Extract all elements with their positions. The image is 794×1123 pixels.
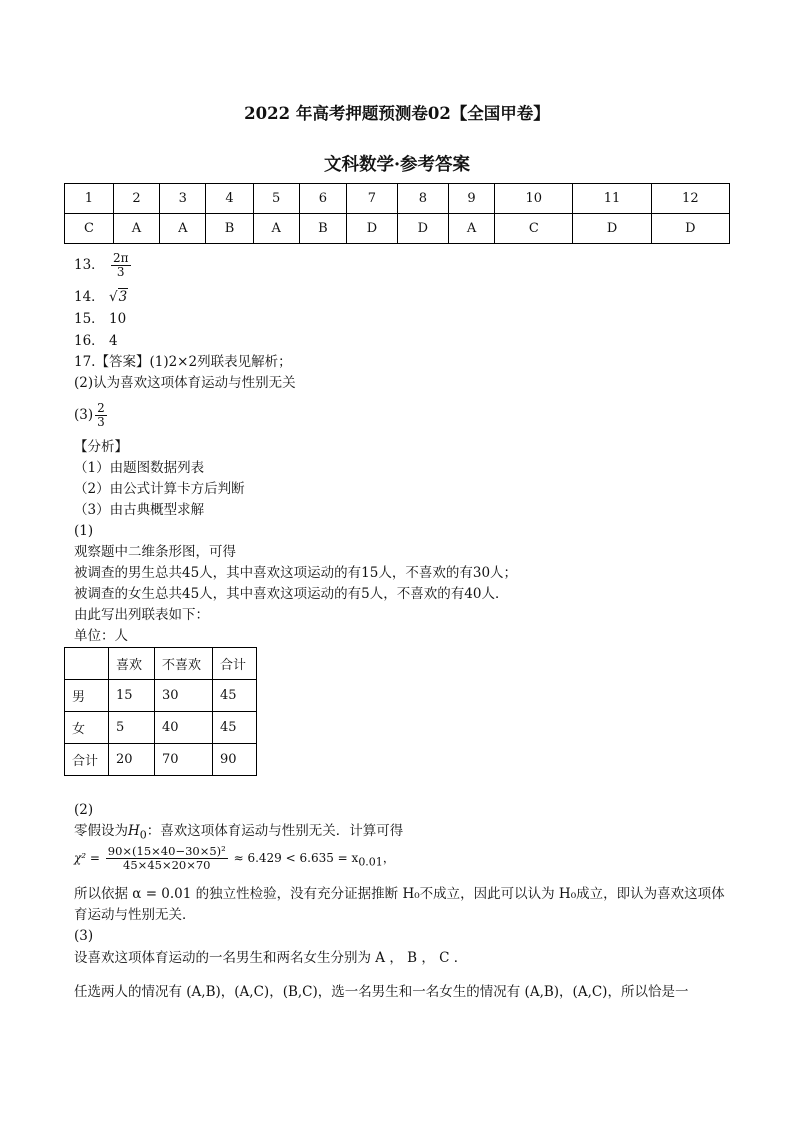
q17-answer-line: 17.【答案】(1)2×2列联表见解析； <box>74 354 292 370</box>
table-cell: 45 <box>213 680 257 712</box>
part1-text: 观察题中二维条形图，可得 <box>74 544 236 560</box>
choice-answer: B <box>206 214 253 244</box>
h0-subscript: 0 <box>139 828 147 842</box>
table-cell: 70 <box>155 744 213 776</box>
answer-15-value: 10 <box>108 311 127 327</box>
part1-label: (1) <box>74 523 94 539</box>
part3-text: 设喜欢这项体育运动的一名男生和两名女生分别为 A ， B ， C ． <box>74 950 468 966</box>
answer-14 <box>74 288 128 306</box>
chi-denominator: 45×45×20×70 <box>123 858 211 872</box>
question-number: 6 <box>299 184 346 214</box>
question-number: 4 <box>206 184 253 214</box>
part2-conclusion: 所以依据 α = 0.01 的独立性检验，没有充分证据推断 H₀不成立，因此可以认为 H₀成立，即认为喜欢这项体 <box>74 886 725 902</box>
part1-unit: 单位：人 <box>74 628 128 644</box>
chi-square-formula <box>74 845 395 872</box>
q17-answer-3-prefix: (3) <box>74 407 94 423</box>
choice-answer: D <box>651 214 729 244</box>
chi-rhs-subscript: 0.01 <box>358 855 383 869</box>
table-header-cell: 不喜欢 <box>155 648 213 680</box>
question-number: 5 <box>253 184 299 214</box>
answer-16-label: 16． <box>74 333 105 349</box>
table-header-cell: 喜欢 <box>109 648 155 680</box>
part2-intro-b: ：喜欢这项体育运动与性别无关．计算可得 <box>146 823 404 839</box>
part2-intro-a: 零假设为 <box>74 823 128 839</box>
answer-table-answer-row <box>65 214 730 244</box>
choice-answer: C <box>65 214 114 244</box>
analysis-item: （3）由古典概型求解 <box>74 502 205 518</box>
table-cell: 30 <box>155 680 213 712</box>
table-cell: 合计 <box>65 744 109 776</box>
answer-13-numerator: 2π <box>112 251 129 265</box>
choice-answer: A <box>448 214 494 244</box>
question-number: 2 <box>113 184 159 214</box>
part3-label: (3) <box>74 928 94 944</box>
table-row <box>65 712 257 744</box>
question-number: 12 <box>651 184 729 214</box>
question-number: 3 <box>160 184 206 214</box>
table-cell: 45 <box>213 712 257 744</box>
answer-15-label: 15． <box>74 311 105 327</box>
choice-answer: D <box>346 214 397 244</box>
choice-answer: A <box>253 214 299 244</box>
table-cell: 女 <box>65 712 109 744</box>
answer-13-label: 13． <box>74 257 105 273</box>
contingency-header-row <box>65 648 257 680</box>
choice-answer: D <box>397 214 448 244</box>
choice-answer: C <box>495 214 573 244</box>
part1-text: 由此写出列联表如下： <box>74 607 209 623</box>
chi-numerator: 90×(15×40−30×5)² <box>107 844 226 858</box>
document-subtitle: 文科数学·参考答案 <box>323 155 471 175</box>
table-row <box>65 744 257 776</box>
chi-rhs: ≈ 6.429 < 6.635 = x <box>233 851 359 865</box>
answer-13-fraction <box>111 252 131 279</box>
table-header-cell <box>65 648 109 680</box>
answer-16-value: 4 <box>108 333 118 349</box>
answer-14-radicand: 3 <box>118 289 128 305</box>
chi-lhs: χ² = <box>74 851 100 865</box>
table-cell: 15 <box>109 680 155 712</box>
chi-fraction <box>106 845 228 872</box>
table-cell: 20 <box>109 744 155 776</box>
q17-answer-2: (2)认为喜欢这项体育运动与性别无关 <box>74 375 296 391</box>
question-number: 10 <box>495 184 573 214</box>
table-cell: 40 <box>155 712 213 744</box>
answer-16 <box>74 332 118 350</box>
question-number: 9 <box>448 184 494 214</box>
part2-conclusion: 育运动与性别无关． <box>74 907 196 923</box>
sqrt-symbol: √3 <box>108 289 128 305</box>
q17-answer-3-denominator: 3 <box>97 415 105 429</box>
table-cell: 男 <box>65 680 109 712</box>
answer-table-number-row <box>65 184 730 214</box>
table-row <box>65 680 257 712</box>
table-cell: 5 <box>109 712 155 744</box>
choice-answer: B <box>299 214 346 244</box>
part1-text: 被调查的女生总共45人，其中喜欢这项运动的有5人，不喜欢的有40人． <box>74 586 509 602</box>
question-number: 11 <box>573 184 651 214</box>
answer-14-label: 14． <box>74 289 105 305</box>
analysis-item: （2）由公式计算卡方后判断 <box>74 481 245 497</box>
part3-text: 任选两人的情况有 (A,B)，(A,C)，(B,C)，选一名男生和一名女生的情况有 (A,B)，(A,C)，所以恰是一 <box>74 984 689 1000</box>
answer-table <box>64 183 730 244</box>
q17-answer-3 <box>74 402 109 429</box>
q17-answer-3-numerator: 2 <box>97 401 105 415</box>
choice-answer: A <box>160 214 206 244</box>
question-number: 7 <box>346 184 397 214</box>
choice-answer: D <box>573 214 651 244</box>
answer-13-denominator: 3 <box>116 265 125 279</box>
part1-text: 被调查的男生总共45人，其中喜欢这项运动的有15人，不喜欢的有30人； <box>74 565 518 581</box>
answer-13 <box>74 252 133 279</box>
part2-intro <box>74 822 403 845</box>
contingency-table <box>64 647 257 776</box>
choice-answer: A <box>113 214 159 244</box>
chi-end: ， <box>382 851 395 865</box>
analysis-heading: 【分析】 <box>74 439 128 455</box>
analysis-item: （1）由题图数据列表 <box>74 460 205 476</box>
table-cell: 90 <box>213 744 257 776</box>
h0-symbol: H <box>128 823 140 839</box>
document-title: 2022 年高考押题预测卷02【全国甲卷】 <box>244 104 550 123</box>
question-number: 1 <box>65 184 114 214</box>
part2-label: (2) <box>74 802 94 818</box>
q17-answer-3-fraction <box>95 402 107 429</box>
answer-15 <box>74 310 126 328</box>
question-number: 8 <box>397 184 448 214</box>
table-header-cell: 合计 <box>213 648 257 680</box>
